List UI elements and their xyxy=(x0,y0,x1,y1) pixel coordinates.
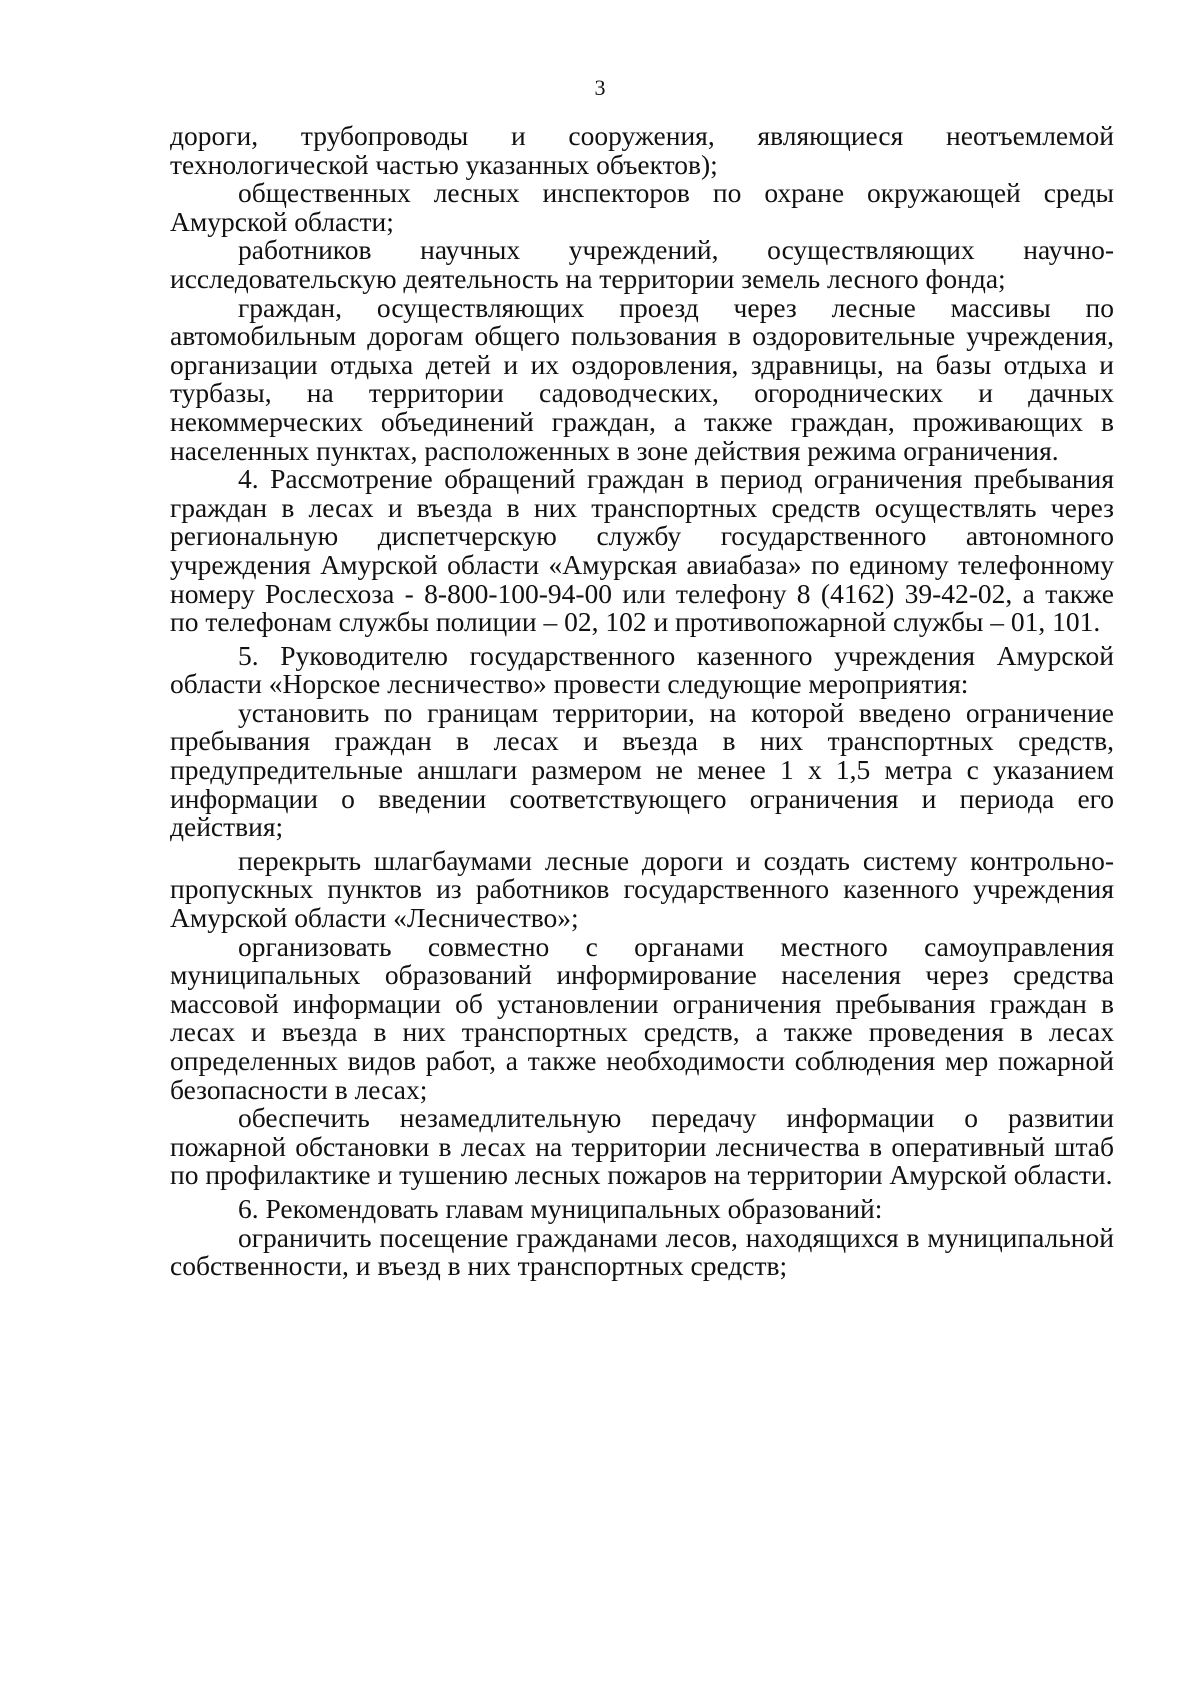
paragraph-forest-inspectors: общественных лесных инспекторов по охране окружающей среды Амурской области; xyxy=(170,177,1114,237)
paragraph-fire-info-transfer: обеспечить незамедлительную передачу информации о развитии пожарной обстановки в лесах на территории лесничества в оперативный штаб по профилактике и тушению лесных пожаров на территории Амурской области. xyxy=(170,1102,1114,1191)
paragraph-barriers-checkpoints: перекрыть шлагбаумами лесные дороги и создать систему контрольно-пропускных пунктов из работников государственного казенного учреждения Амурской области «Лесничество»; xyxy=(170,844,1114,934)
page-number: 3 xyxy=(594,75,606,100)
paragraph-restrict-visits: ограничить посещение гражданами лесов, находящихся в муниципальной собственности, и въезд в них транспортных средств; xyxy=(170,1221,1114,1282)
paragraph-inform-population: организовать совместно с органами местного самоуправления муниципальных образований информирование населения через средства массовой информации об установлении ограничения пребывания граждан в лесах и въезда в них транспортных средств, а также проведения в лесах определенных видов работ, а также необходимости соблюдения мер пожарной безопасности в лесах; xyxy=(170,930,1114,1105)
paragraph-install-signs: установить по границам территории, на которой введено ограничение пребывания граждан в лесах и въезда в них транспортных средств, предупредительные аншлаги размером не менее 1 х 1,5 метра с указанием информации о введении соответствующего ограничения и периода его действия; xyxy=(170,696,1114,843)
paragraph-research-workers: работников научных учреждений, осуществляющих научно-исследовательскую деятельность на территории земель лесного фонда; xyxy=(170,234,1114,294)
document-body xyxy=(170,122,1114,1281)
paragraph-roads-pipelines: дороги, трубопроводы и сооружения, являющиеся неотъемлемой технологической частью указанных объектов); xyxy=(170,120,1114,180)
paragraph-item-6-recommend: 6. Рекомендовать главам муниципальных образований: xyxy=(238,1192,883,1224)
paragraph-item-4-appeals: 4. Рассмотрение обращений граждан в период ограничения пребывания граждан в лесах и въезда в них транспортных средств осуществлять через региональную диспетчерскую службу государственного автономного учреждения Амурской области «Амурская авиабаза» по единому телефонному номеру Рослесхоза - 8-800-100-94-00 или телефону 8 (4162) 39-42-02, а также по телефонам службы полиции – 02, 102 и противопожарной службы – 01, 101. xyxy=(170,463,1114,638)
paragraph-citizens-passage: граждан, осуществляющих проезд через лесные массивы по автомобильным дорогам общего пользования в оздоровительные учреждения, организации отдыха детей и их оздоровления, здравницы, на базы отдыха и турбазы, на территории садоводческих, огороднических и дачных некоммерческих объединений граждан, а также граждан, проживающих в населенных пунктах, расположенных в зоне действия режима ограничения. xyxy=(170,291,1114,466)
paragraph-item-5-forestry-head: 5. Руководителю государственного казенного учреждения Амурской области «Норское лесничество» провести следующие мероприятия: xyxy=(170,639,1114,700)
